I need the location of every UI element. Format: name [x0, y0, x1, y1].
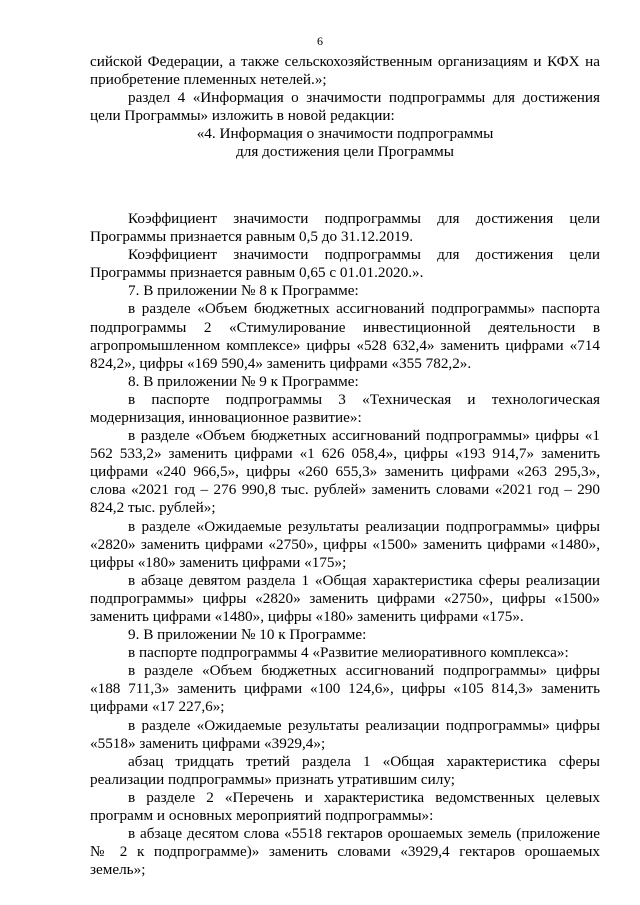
paragraph: абзац тридцать третий раздела 1 «Общая характеристика сферы реализации подпрограммы» признать утратившим силу; [90, 752, 600, 788]
paragraph: 9. В приложении № 10 к Программе: [128, 626, 367, 644]
paragraph: в абзаце девятом раздела 1 «Общая характеристика сферы реализации подпрограммы» цифры «2820» заменить цифрами «2750», цифры «1500» заменить цифрами «1480», цифры «180» заменить цифрами «175». [90, 571, 600, 625]
paragraph: сийской Федерации, а также сельскохозяйственным организациям и КФХ на приобретение племенных нетелей.»; [90, 53, 600, 89]
paragraph: в разделе «Ожидаемые результаты реализации подпрограммы» цифры «5518» заменить цифрами «3929,4»; [90, 716, 600, 752]
paragraph: 7. В приложении № 8 к Программе: [128, 282, 359, 300]
paragraph: в паспорте подпрограммы 3 «Техническая и технологическая модернизация, инновационное развитие»: [90, 390, 600, 426]
page-number: 6 [317, 34, 323, 48]
document-body [90, 53, 600, 879]
section-heading: «4. Информация о значимости подпрограммы [196, 125, 494, 143]
paragraph: в разделе «Объем бюджетных ассигнований подпрограммы» паспорта подпрограммы 2 «Стимулирование инвестиционной деятельности в агропромышленном комплексе» цифры «528 632,4» заменить цифрами «714 824,2», цифры «169 590,4» заменить цифрами «355 782,2». [90, 300, 600, 372]
paragraph: 8. В приложении № 9 к Программе: [128, 372, 359, 390]
paragraph: Коэффициент значимости подпрограммы для достижения цели Программы признается равным 0,5 до 31.12.2019. [90, 209, 600, 246]
paragraph: в разделе «Ожидаемые результаты реализации подпрограммы» цифры «2820» заменить цифрами «2750», цифры «1500» заменить цифрами «1480», цифры «180» заменить цифрами «175»; [90, 517, 600, 571]
paragraph: в разделе «Объем бюджетных ассигнований подпрограммы» цифры «188 711,3» заменить цифрами «100 124,6», цифры «105 814,3» заменить цифрами «17 227,6»; [90, 662, 600, 716]
paragraph: Коэффициент значимости подпрограммы для достижения цели Программы признается равным 0,65 с 01.01.2020.». [90, 246, 600, 282]
paragraph-spacer [90, 177, 600, 195]
paragraph: раздел 4 «Информация о значимости подпрограммы для достижения цели Программы» изложить в новой редакции: [90, 89, 600, 125]
paragraph: в разделе 2 «Перечень и характеристика ведомственных целевых программ и основных мероприятий подпрограммы»: [90, 788, 600, 825]
section-heading: для достижения цели Программы [236, 143, 454, 161]
paragraph: в паспорте подпрограммы 4 «Развитие мелиоративного комплекса»: [128, 644, 569, 662]
paragraph: в разделе «Объем бюджетных ассигнований подпрограммы» цифры «1 562 533,2» заменить цифрами «1 626 058,4», цифры «193 914,7» заменить цифрами «240 966,5», цифры «260 655,3» заменить цифрами «263 295,3», слова «2021 год – 276 990,8 тыс. рублей» заменить словами «2021 год – 290 824,2 тыс. рублей»; [90, 427, 600, 517]
paragraph: в абзаце десятом слова «5518 гектаров орошаемых земель (приложение № 2 к подпрограмме)» заменить словами «3929,4 гектаров орошаемых земель»; [90, 825, 600, 879]
